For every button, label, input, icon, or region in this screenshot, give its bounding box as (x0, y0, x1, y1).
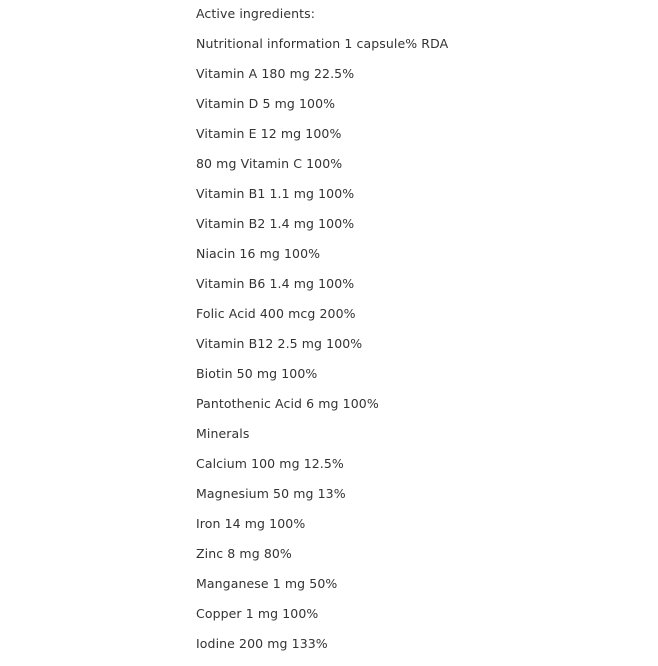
ingredient-row-vitamin-d: Vitamin D 5 mg 100% (196, 96, 336, 111)
ingredient-row-vitamin-b1: Vitamin B1 1.1 mg 100% (196, 186, 355, 201)
section-heading-active-ingredients: Active ingredients: (196, 6, 316, 21)
mineral-row-magnesium: Magnesium 50 mg 13% (196, 486, 346, 501)
ingredients-list (196, 6, 636, 666)
ingredient-row-pantothenic-acid: Pantothenic Acid 6 mg 100% (196, 396, 379, 411)
ingredient-row-biotin: Biotin 50 mg 100% (196, 366, 318, 381)
ingredient-row-vitamin-b2: Vitamin B2 1.4 mg 100% (196, 216, 355, 231)
ingredient-row-vitamin-b12: Vitamin B12 2.5 mg 100% (196, 336, 363, 351)
mineral-row-iron: Iron 14 mg 100% (196, 516, 306, 531)
ingredient-row-vitamin-e: Vitamin E 12 mg 100% (196, 126, 342, 141)
section-heading-minerals: Minerals (196, 426, 250, 441)
table-header-nutritional-information: Nutritional information 1 capsule% RDA (196, 36, 449, 51)
mineral-row-calcium: Calcium 100 mg 12.5% (196, 456, 344, 471)
ingredient-row-vitamin-b6: Vitamin B6 1.4 mg 100% (196, 276, 355, 291)
mineral-row-manganese: Manganese 1 mg 50% (196, 576, 338, 591)
ingredient-row-vitamin-a: Vitamin A 180 mg 22.5% (196, 66, 355, 81)
mineral-row-copper: Copper 1 mg 100% (196, 606, 319, 621)
ingredient-row-folic-acid: Folic Acid 400 mcg 200% (196, 306, 356, 321)
ingredient-row-vitamin-c: 80 mg Vitamin C 100% (196, 156, 343, 171)
mineral-row-zinc: Zinc 8 mg 80% (196, 546, 292, 561)
ingredient-row-niacin: Niacin 16 mg 100% (196, 246, 321, 261)
mineral-row-iodine: Iodine 200 mg 133% (196, 636, 328, 651)
